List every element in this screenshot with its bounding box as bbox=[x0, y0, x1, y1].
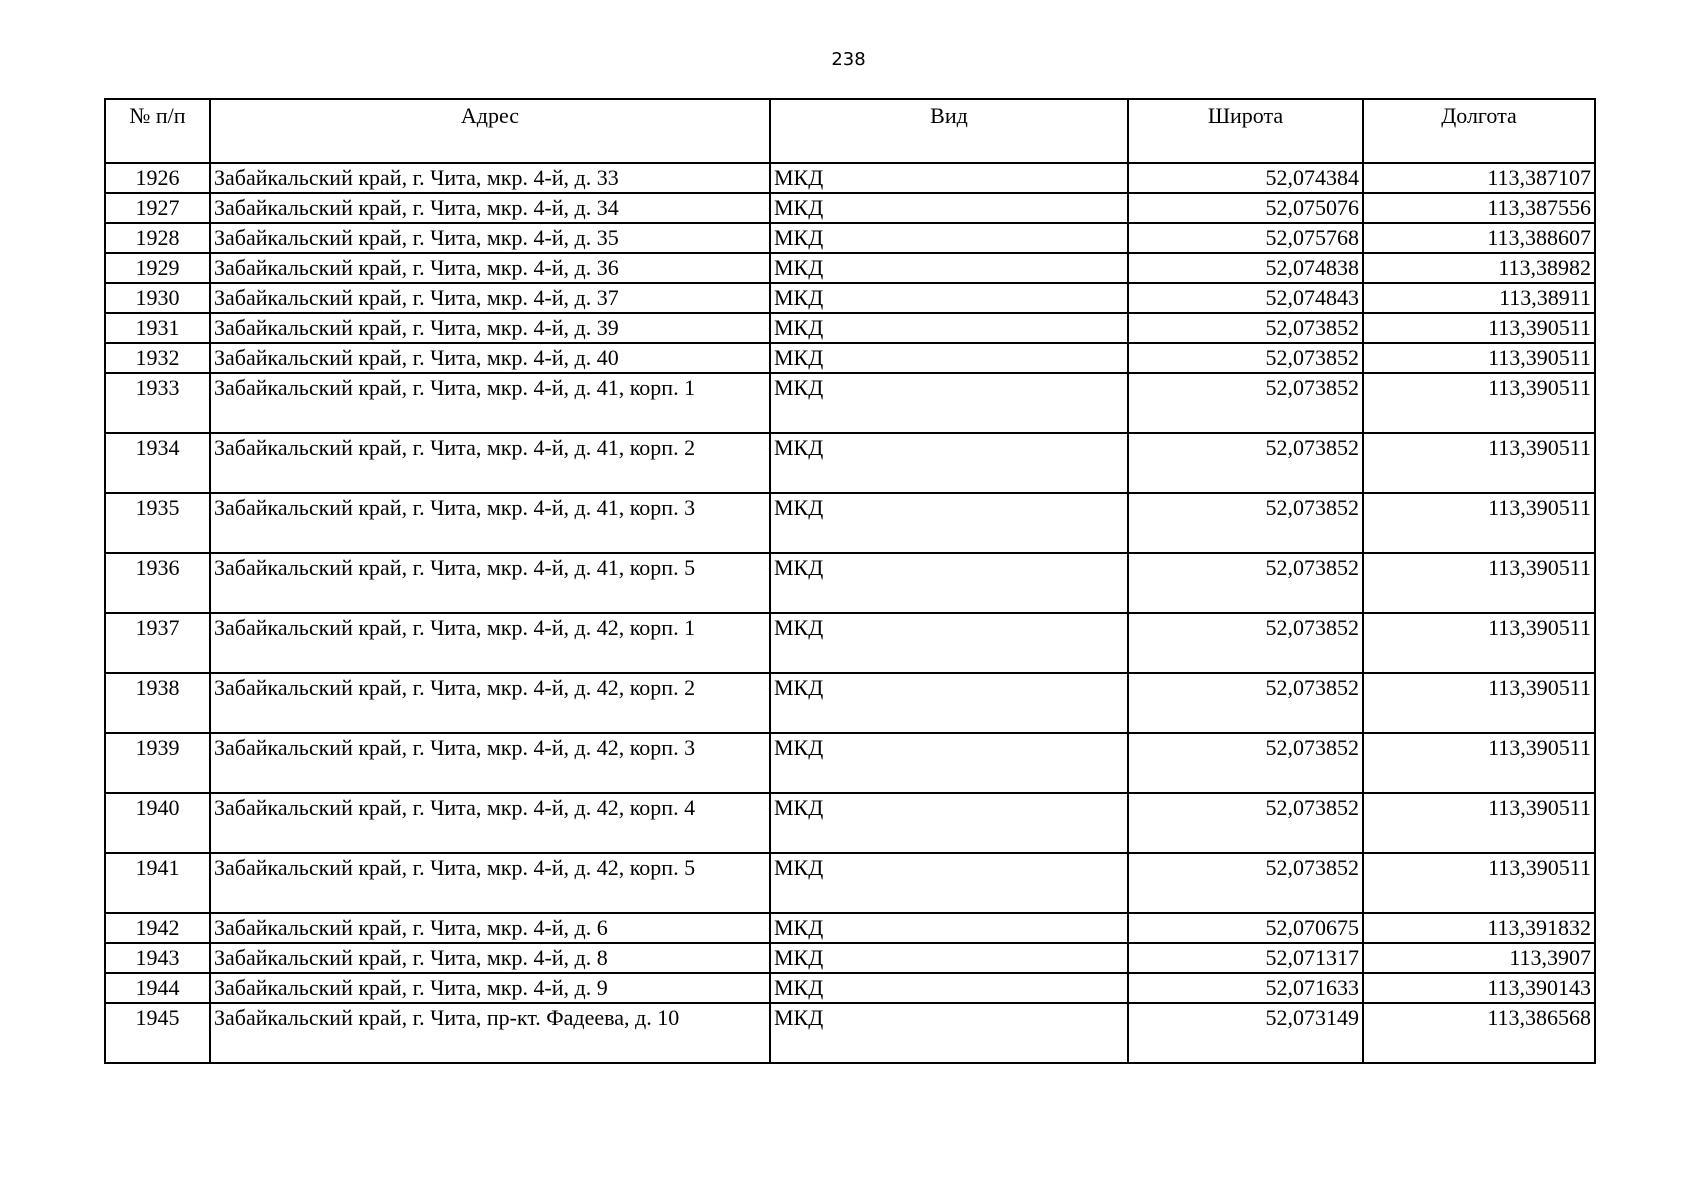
longitude-cell: 113,3907 bbox=[1363, 943, 1595, 973]
longitude-cell: 113,38911 bbox=[1363, 283, 1595, 313]
kind-cell: МКД bbox=[770, 283, 1128, 313]
kind-cell: МКД bbox=[770, 253, 1128, 283]
table-row bbox=[105, 613, 1595, 673]
longitude-cell: 113,390511 bbox=[1363, 373, 1595, 433]
table-row bbox=[105, 283, 1595, 313]
latitude-cell: 52,073852 bbox=[1128, 373, 1363, 433]
longitude-cell: 113,390511 bbox=[1363, 343, 1595, 373]
column-header-kind: Вид bbox=[770, 99, 1128, 163]
row-number-cell: 1934 bbox=[105, 433, 210, 493]
longitude-cell: 113,390143 bbox=[1363, 973, 1595, 1003]
longitude-cell: 113,387556 bbox=[1363, 193, 1595, 223]
longitude-cell: 113,390511 bbox=[1363, 493, 1595, 553]
table-header bbox=[105, 99, 1595, 163]
table-row bbox=[105, 313, 1595, 343]
row-number-cell: 1937 bbox=[105, 613, 210, 673]
address-cell: Забайкальский край, г. Чита, мкр. 4-й, д. 42, корп. 3 bbox=[210, 733, 770, 793]
latitude-cell: 52,073852 bbox=[1128, 313, 1363, 343]
row-number-cell: 1938 bbox=[105, 673, 210, 733]
latitude-cell: 52,073852 bbox=[1128, 433, 1363, 493]
row-number-cell: 1942 bbox=[105, 913, 210, 943]
longitude-cell: 113,391832 bbox=[1363, 913, 1595, 943]
latitude-cell: 52,073852 bbox=[1128, 343, 1363, 373]
page-number: 238 bbox=[831, 49, 866, 70]
latitude-cell: 52,070675 bbox=[1128, 913, 1363, 943]
kind-cell: МКД bbox=[770, 613, 1128, 673]
latitude-cell: 52,074384 bbox=[1128, 163, 1363, 193]
address-cell: Забайкальский край, г. Чита, мкр. 4-й, д. 41, корп. 2 bbox=[210, 433, 770, 493]
address-cell: Забайкальский край, г. Чита, мкр. 4-й, д. 42, корп. 4 bbox=[210, 793, 770, 853]
address-cell: Забайкальский край, г. Чита, мкр. 4-й, д. 6 bbox=[210, 913, 770, 943]
longitude-cell: 113,390511 bbox=[1363, 733, 1595, 793]
row-number-cell: 1943 bbox=[105, 943, 210, 973]
row-number-cell: 1935 bbox=[105, 493, 210, 553]
header-row bbox=[105, 99, 1595, 163]
kind-cell: МКД bbox=[770, 313, 1128, 343]
kind-cell: МКД bbox=[770, 943, 1128, 973]
table-row bbox=[105, 193, 1595, 223]
latitude-cell: 52,071317 bbox=[1128, 943, 1363, 973]
kind-cell: МКД bbox=[770, 673, 1128, 733]
latitude-cell: 52,073852 bbox=[1128, 793, 1363, 853]
kind-cell: МКД bbox=[770, 373, 1128, 433]
column-header-address: Адрес bbox=[210, 99, 770, 163]
table-row bbox=[105, 973, 1595, 1003]
row-number-cell: 1927 bbox=[105, 193, 210, 223]
row-number-cell: 1931 bbox=[105, 313, 210, 343]
kind-cell: МКД bbox=[770, 223, 1128, 253]
row-number-cell: 1926 bbox=[105, 163, 210, 193]
kind-cell: МКД bbox=[770, 193, 1128, 223]
table-row bbox=[105, 553, 1595, 613]
row-number-cell: 1944 bbox=[105, 973, 210, 1003]
longitude-cell: 113,390511 bbox=[1363, 793, 1595, 853]
address-cell: Забайкальский край, г. Чита, мкр. 4-й, д. 41, корп. 3 bbox=[210, 493, 770, 553]
table-row bbox=[105, 853, 1595, 913]
latitude-cell: 52,073149 bbox=[1128, 1003, 1363, 1063]
latitude-cell: 52,073852 bbox=[1128, 493, 1363, 553]
address-cell: Забайкальский край, г. Чита, мкр. 4-й, д. 35 bbox=[210, 223, 770, 253]
column-header-latitude: Широта bbox=[1128, 99, 1363, 163]
latitude-cell: 52,074838 bbox=[1128, 253, 1363, 283]
kind-cell: МКД bbox=[770, 553, 1128, 613]
row-number-cell: 1945 bbox=[105, 1003, 210, 1063]
kind-cell: МКД bbox=[770, 493, 1128, 553]
longitude-cell: 113,390511 bbox=[1363, 313, 1595, 343]
address-cell: Забайкальский край, г. Чита, мкр. 4-й, д. 39 bbox=[210, 313, 770, 343]
table-row bbox=[105, 433, 1595, 493]
longitude-cell: 113,38982 bbox=[1363, 253, 1595, 283]
row-number-cell: 1930 bbox=[105, 283, 210, 313]
latitude-cell: 52,071633 bbox=[1128, 973, 1363, 1003]
table-row bbox=[105, 223, 1595, 253]
table-row bbox=[105, 373, 1595, 433]
kind-cell: МКД bbox=[770, 973, 1128, 1003]
column-header-num: № п/п bbox=[105, 99, 210, 163]
longitude-cell: 113,390511 bbox=[1363, 853, 1595, 913]
address-cell: Забайкальский край, г. Чита, пр-кт. Фадеева, д. 10 bbox=[210, 1003, 770, 1063]
address-cell: Забайкальский край, г. Чита, мкр. 4-й, д. 34 bbox=[210, 193, 770, 223]
table-row bbox=[105, 493, 1595, 553]
longitude-cell: 113,390511 bbox=[1363, 673, 1595, 733]
row-number-cell: 1932 bbox=[105, 343, 210, 373]
address-cell: Забайкальский край, г. Чита, мкр. 4-й, д. 8 bbox=[210, 943, 770, 973]
latitude-cell: 52,073852 bbox=[1128, 853, 1363, 913]
row-number-cell: 1939 bbox=[105, 733, 210, 793]
address-cell: Забайкальский край, г. Чита, мкр. 4-й, д. 9 bbox=[210, 973, 770, 1003]
table-row bbox=[105, 733, 1595, 793]
row-number-cell: 1929 bbox=[105, 253, 210, 283]
table-body bbox=[105, 163, 1595, 1063]
latitude-cell: 52,075076 bbox=[1128, 193, 1363, 223]
row-number-cell: 1936 bbox=[105, 553, 210, 613]
latitude-cell: 52,073852 bbox=[1128, 613, 1363, 673]
kind-cell: МКД bbox=[770, 343, 1128, 373]
row-number-cell: 1928 bbox=[105, 223, 210, 253]
longitude-cell: 113,390511 bbox=[1363, 613, 1595, 673]
table-row bbox=[105, 943, 1595, 973]
table-row bbox=[105, 793, 1595, 853]
table-row bbox=[105, 673, 1595, 733]
table-row bbox=[105, 913, 1595, 943]
latitude-cell: 52,073852 bbox=[1128, 673, 1363, 733]
longitude-cell: 113,390511 bbox=[1363, 553, 1595, 613]
address-cell: Забайкальский край, г. Чита, мкр. 4-й, д. 42, корп. 2 bbox=[210, 673, 770, 733]
address-cell: Забайкальский край, г. Чита, мкр. 4-й, д. 41, корп. 1 bbox=[210, 373, 770, 433]
latitude-cell: 52,073852 bbox=[1128, 553, 1363, 613]
latitude-cell: 52,074843 bbox=[1128, 283, 1363, 313]
longitude-cell: 113,386568 bbox=[1363, 1003, 1595, 1063]
address-cell: Забайкальский край, г. Чита, мкр. 4-й, д. 36 bbox=[210, 253, 770, 283]
address-cell: Забайкальский край, г. Чита, мкр. 4-й, д. 37 bbox=[210, 283, 770, 313]
longitude-cell: 113,388607 bbox=[1363, 223, 1595, 253]
address-cell: Забайкальский край, г. Чита, мкр. 4-й, д. 40 bbox=[210, 343, 770, 373]
kind-cell: МКД bbox=[770, 433, 1128, 493]
kind-cell: МКД bbox=[770, 913, 1128, 943]
table-row bbox=[105, 163, 1595, 193]
longitude-cell: 113,387107 bbox=[1363, 163, 1595, 193]
table-row bbox=[105, 1003, 1595, 1063]
column-header-longitude: Долгота bbox=[1363, 99, 1595, 163]
kind-cell: МКД bbox=[770, 163, 1128, 193]
table-row bbox=[105, 253, 1595, 283]
kind-cell: МКД bbox=[770, 1003, 1128, 1063]
row-number-cell: 1941 bbox=[105, 853, 210, 913]
row-number-cell: 1933 bbox=[105, 373, 210, 433]
latitude-cell: 52,073852 bbox=[1128, 733, 1363, 793]
address-cell: Забайкальский край, г. Чита, мкр. 4-й, д. 42, корп. 1 bbox=[210, 613, 770, 673]
address-coordinates-table bbox=[104, 98, 1596, 1064]
kind-cell: МКД bbox=[770, 733, 1128, 793]
table-row bbox=[105, 343, 1595, 373]
address-cell: Забайкальский край, г. Чита, мкр. 4-й, д. 41, корп. 5 bbox=[210, 553, 770, 613]
address-cell: Забайкальский край, г. Чита, мкр. 4-й, д. 42, корп. 5 bbox=[210, 853, 770, 913]
address-cell: Забайкальский край, г. Чита, мкр. 4-й, д. 33 bbox=[210, 163, 770, 193]
longitude-cell: 113,390511 bbox=[1363, 433, 1595, 493]
row-number-cell: 1940 bbox=[105, 793, 210, 853]
kind-cell: МКД bbox=[770, 793, 1128, 853]
kind-cell: МКД bbox=[770, 853, 1128, 913]
latitude-cell: 52,075768 bbox=[1128, 223, 1363, 253]
